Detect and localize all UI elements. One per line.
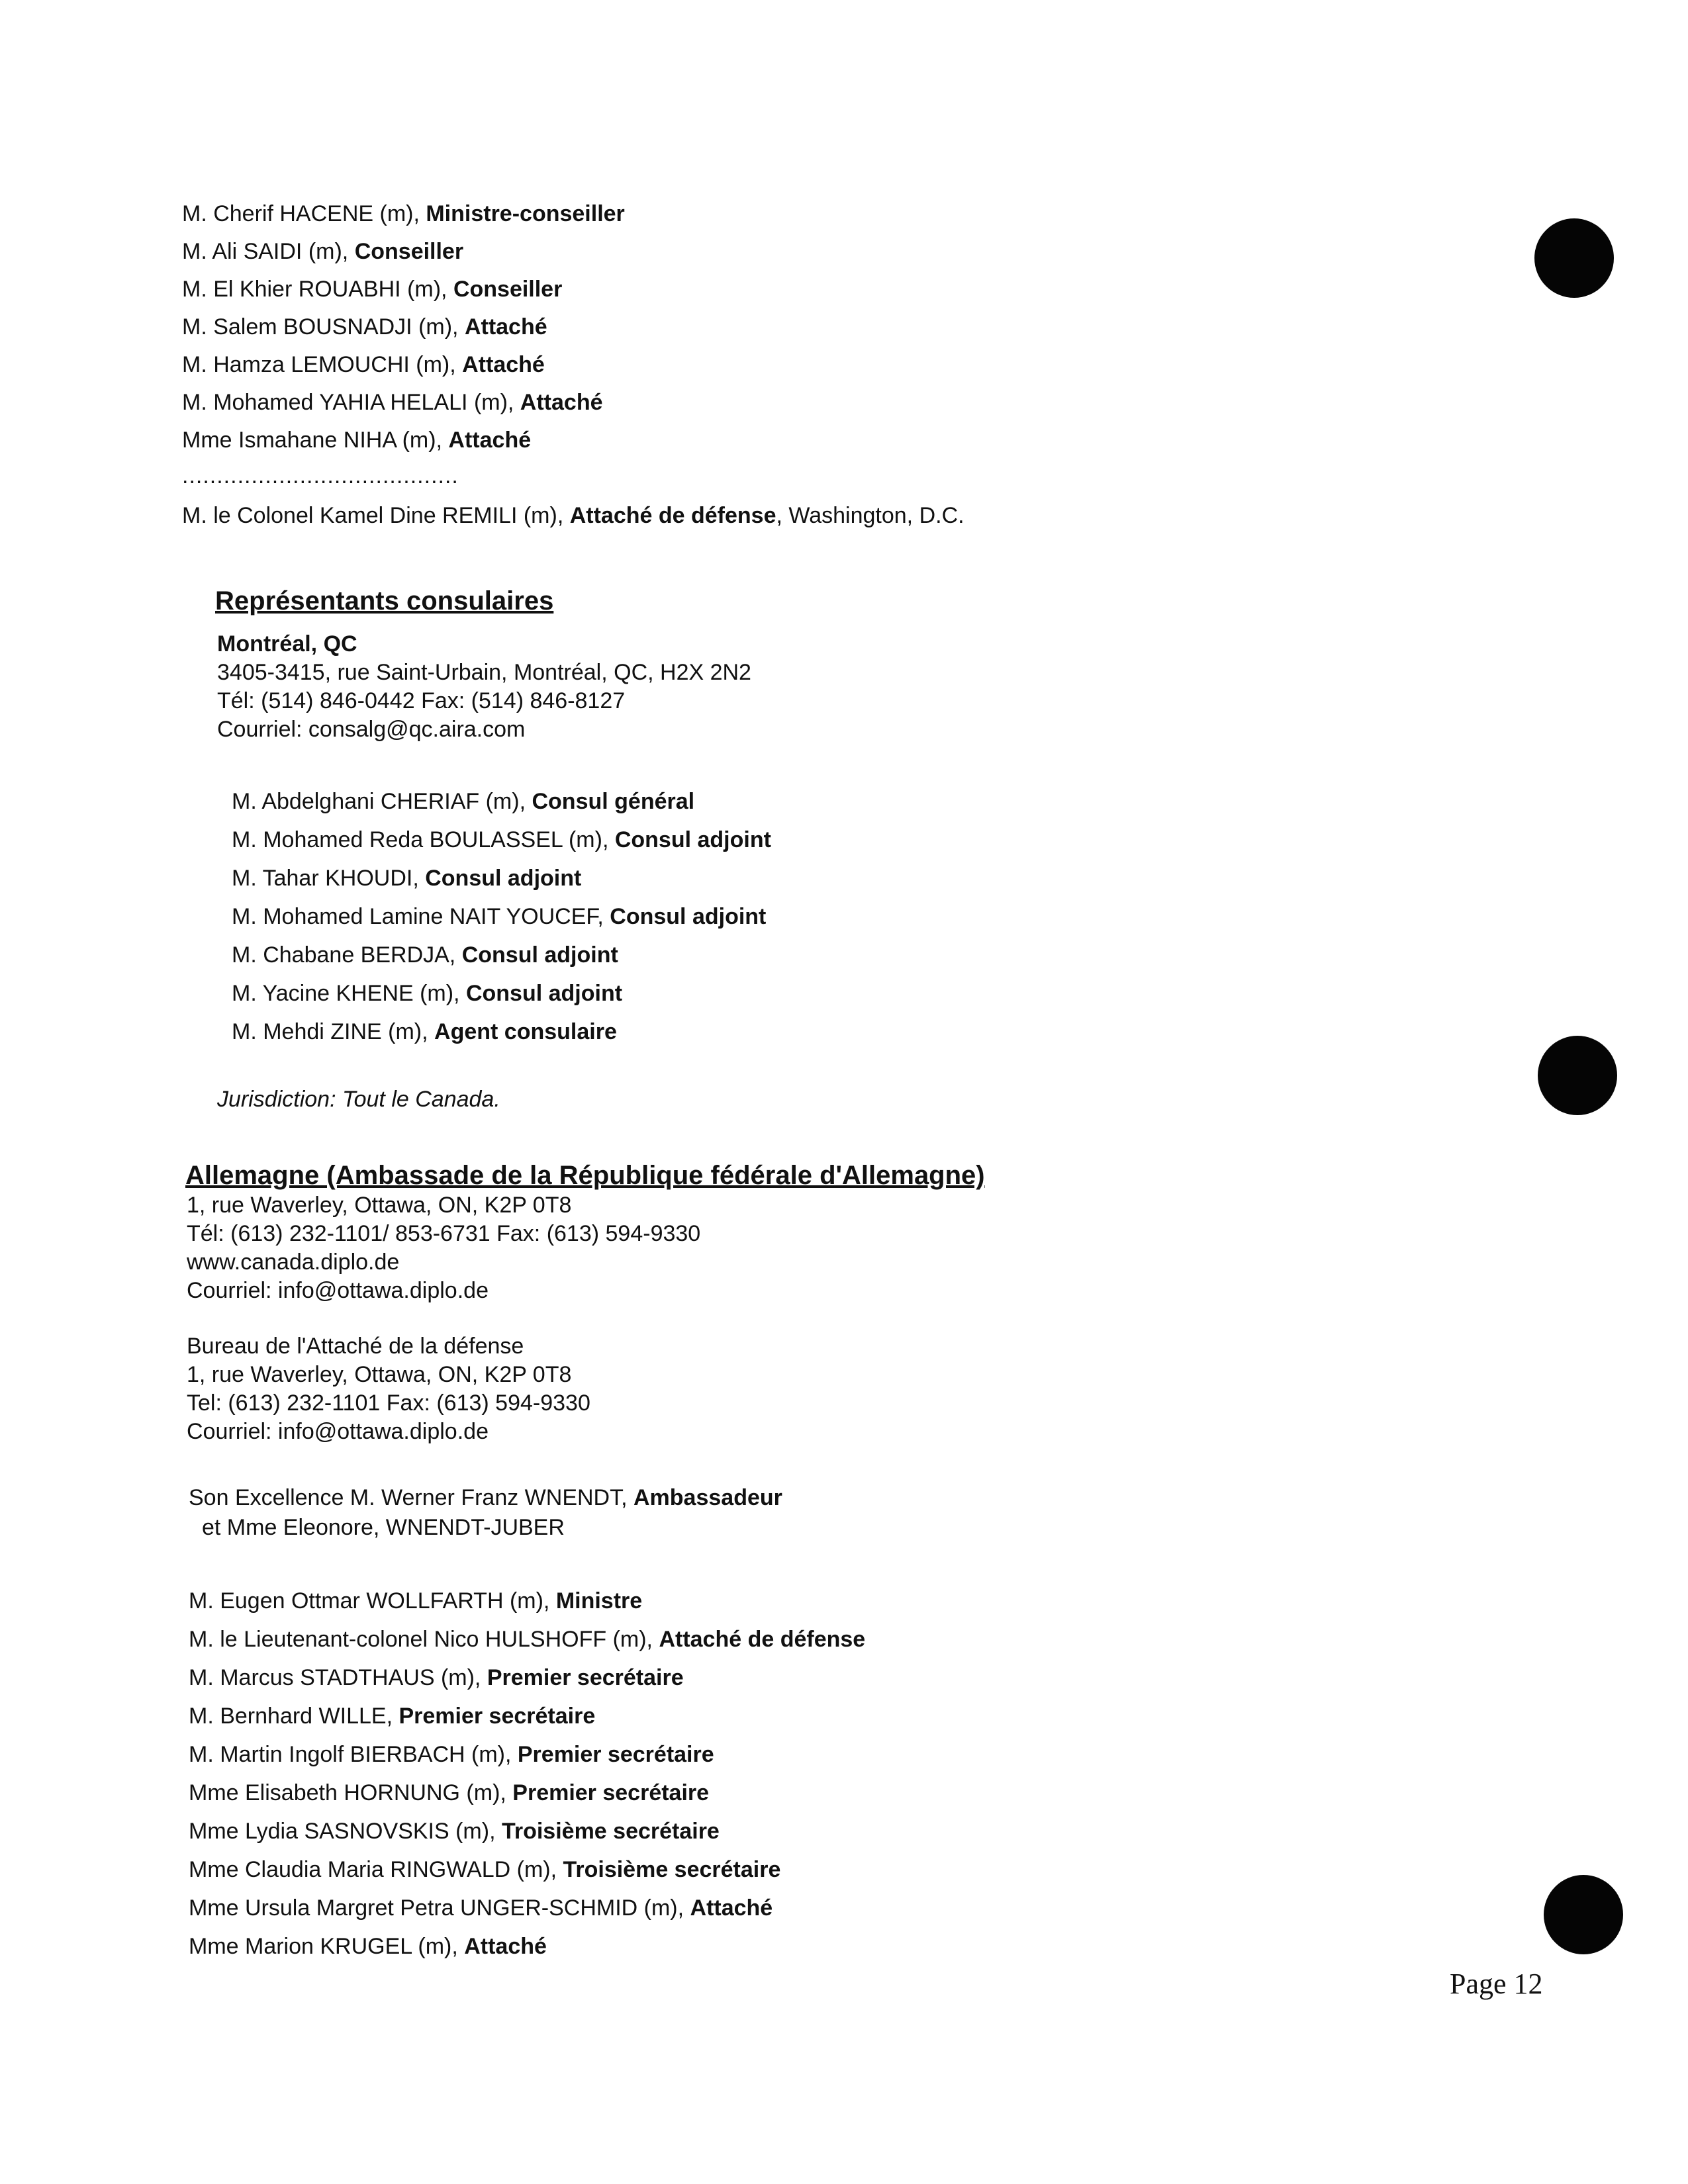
ambassador-spouse: et Mme Eleonore, WNENDT-JUBER bbox=[202, 1515, 565, 1540]
punch-hole bbox=[1544, 1875, 1623, 1954]
consular-staff-entry: M. Mohamed Lamine NAIT YOUCEF, Consul adjoint bbox=[232, 904, 767, 929]
defense-office-address: 1, rue Waverley, Ottawa, ON, K2P 0T8 bbox=[187, 1362, 572, 1387]
germany-staff-entry: Mme Lydia SASNOVSKIS (m), Troisième secrétaire bbox=[189, 1819, 720, 1844]
punch-hole bbox=[1534, 218, 1614, 298]
consular-staff-entry: M. Mehdi ZINE (m), Agent consulaire bbox=[232, 1019, 617, 1044]
germany-staff-entry: M. Eugen Ottmar WOLLFARTH (m), Ministre bbox=[189, 1588, 643, 1614]
consular-staff-entry: M. Abdelghani CHERIAF (m), Consul général bbox=[232, 789, 695, 814]
staff-entry: M. Salem BOUSNADJI (m), Attaché bbox=[182, 314, 547, 340]
staff-entry: M. Hamza LEMOUCHI (m), Attaché bbox=[182, 352, 545, 377]
consulate-city: Montréal, QC bbox=[217, 631, 357, 657]
germany-staff-entry: Mme Elisabeth HORNUNG (m), Premier secrétaire bbox=[189, 1780, 710, 1805]
germany-staff-entry: Mme Ursula Margret Petra UNGER-SCHMID (m), Attaché bbox=[189, 1895, 773, 1921]
germany-staff-entry: M. le Lieutenant-colonel Nico HULSHOFF (m), Attaché de défense bbox=[189, 1627, 866, 1652]
consular-heading: Représentants consulaires bbox=[215, 586, 554, 615]
defense-office-title: Bureau de l'Attaché de la défense bbox=[187, 1334, 524, 1359]
consular-staff-entry: M. Chabane BERDJA, Consul adjoint bbox=[232, 942, 618, 968]
staff-entry: M. Cherif HACENE (m), Ministre-conseiller bbox=[182, 201, 625, 226]
staff-entry: M. Ali SAIDI (m), Conseiller bbox=[182, 239, 464, 264]
staff-entry: M. Mohamed YAHIA HELALI (m), Attaché bbox=[182, 390, 603, 415]
punch-hole bbox=[1538, 1036, 1617, 1115]
consulate-address: 3405-3415, rue Saint-Urbain, Montréal, QC, H2X 2N2 bbox=[217, 660, 751, 685]
ambassador-entry: Son Excellence M. Werner Franz WNENDT, Ambassadeur bbox=[189, 1485, 782, 1510]
germany-phone: Tél: (613) 232-1101/ 853-6731 Fax: (613) 594-9330 bbox=[187, 1221, 701, 1246]
consulate-phone: Tél: (514) 846-0442 Fax: (514) 846-8127 bbox=[217, 688, 626, 713]
defense-attache-entry: M. le Colonel Kamel Dine REMILI (m), Attaché de défense, Washington, D.C. bbox=[182, 503, 964, 528]
consulate-email: Courriel: consalg@qc.aira.com bbox=[217, 717, 526, 742]
consular-staff-entry: M. Mohamed Reda BOULASSEL (m), Consul adjoint bbox=[232, 827, 771, 852]
defense-office-email: Courriel: info@ottawa.diplo.de bbox=[187, 1419, 489, 1444]
jurisdiction-note: Jurisdiction: Tout le Canada. bbox=[217, 1087, 500, 1112]
germany-staff-entry: M. Martin Ingolf BIERBACH (m), Premier secrétaire bbox=[189, 1742, 714, 1767]
staff-entry: M. El Khier ROUABHI (m), Conseiller bbox=[182, 277, 563, 302]
dotted-separator: ........................................ bbox=[182, 463, 459, 488]
germany-heading: Allemagne (Ambassade de la République fédérale d'Allemagne) bbox=[185, 1161, 985, 1190]
germany-staff-entry: Mme Marion KRUGEL (m), Attaché bbox=[189, 1934, 547, 1959]
germany-website: www.canada.diplo.de bbox=[187, 1250, 400, 1275]
germany-staff-entry: Mme Claudia Maria RINGWALD (m), Troisième secrétaire bbox=[189, 1857, 781, 1882]
germany-address: 1, rue Waverley, Ottawa, ON, K2P 0T8 bbox=[187, 1193, 572, 1218]
consular-staff-entry: M. Tahar KHOUDI, Consul adjoint bbox=[232, 866, 582, 891]
page-number: Page 12 bbox=[1450, 1968, 1543, 2000]
defense-office-phone: Tel: (613) 232-1101 Fax: (613) 594-9330 bbox=[187, 1390, 590, 1416]
germany-email: Courriel: info@ottawa.diplo.de bbox=[187, 1278, 489, 1303]
staff-entry: Mme Ismahane NIHA (m), Attaché bbox=[182, 428, 532, 453]
germany-staff-entry: M. Bernhard WILLE, Premier secrétaire bbox=[189, 1704, 596, 1729]
consular-staff-entry: M. Yacine KHENE (m), Consul adjoint bbox=[232, 981, 623, 1006]
germany-staff-entry: M. Marcus STADTHAUS (m), Premier secrétaire bbox=[189, 1665, 684, 1690]
